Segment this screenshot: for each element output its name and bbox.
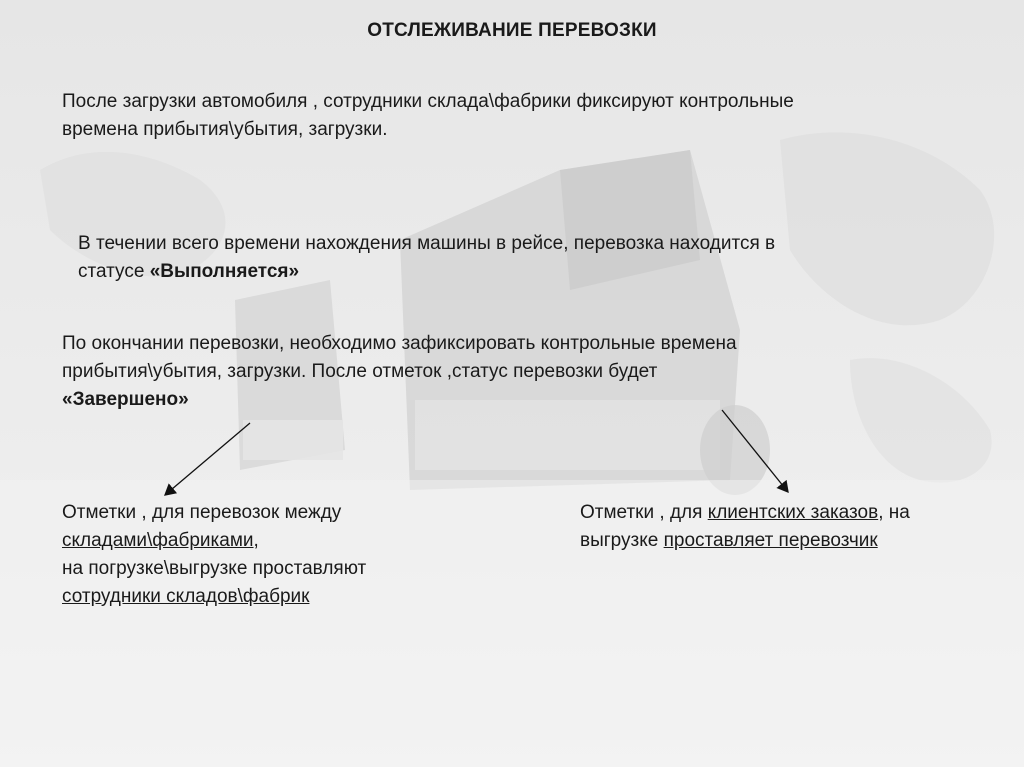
- paragraph-loading-line-1: После загрузки автомобиля , сотрудники склада\фабрики фиксируют контрольные: [62, 91, 794, 112]
- carrier-marks: проставляет перевозчик: [663, 530, 878, 551]
- note-warehouse-line-2: [62, 527, 542, 555]
- paragraph-completion: [62, 330, 1002, 414]
- paragraph-completion-line-1: По окончании перевозки, необходимо зафиксировать контрольные времена: [62, 333, 737, 354]
- status-in-progress: «Выполняется»: [149, 261, 300, 282]
- note-warehouse-line-1: Отметки , для перевозок между: [62, 502, 342, 523]
- paragraph-in-transit-line-2: [78, 258, 998, 286]
- status-completed: «Завершено»: [62, 389, 189, 410]
- warehouses-factories: складами\фабриками: [62, 530, 254, 551]
- note-warehouse-line-3: на погрузке\выгрузке проставляют: [62, 558, 367, 579]
- client-orders: клиентских заказов: [707, 502, 879, 523]
- comma: ,: [253, 530, 259, 551]
- paragraph-in-transit: [78, 230, 998, 286]
- paragraph-loading: [62, 88, 1002, 144]
- warehouse-staff: сотрудники складов\фабрик: [62, 586, 310, 607]
- note-client-line-1: [580, 499, 1010, 527]
- paragraph-in-transit-line-1: В течении всего времени нахождения машины в рейсе, перевозка находится в: [78, 233, 776, 254]
- client-suffix: , на: [878, 502, 910, 523]
- status-prefix: статусе: [78, 261, 150, 282]
- paragraph-completion-line-2: прибытия\убытия, загрузки. После отметок ,статус перевозки будет: [62, 361, 658, 382]
- note-client-marks: [580, 499, 1010, 555]
- client-prefix: Отметки , для: [580, 502, 708, 523]
- paragraph-loading-line-2: времена прибытия\убытия, загрузки.: [62, 119, 388, 140]
- note-client-line-2: [580, 527, 1010, 555]
- note-warehouse-marks: [62, 499, 542, 611]
- unloading-prefix: выгрузке: [580, 530, 664, 551]
- slide-title: ОТСЛЕЖИВАНИЕ ПЕРЕВОЗКИ: [367, 20, 657, 41]
